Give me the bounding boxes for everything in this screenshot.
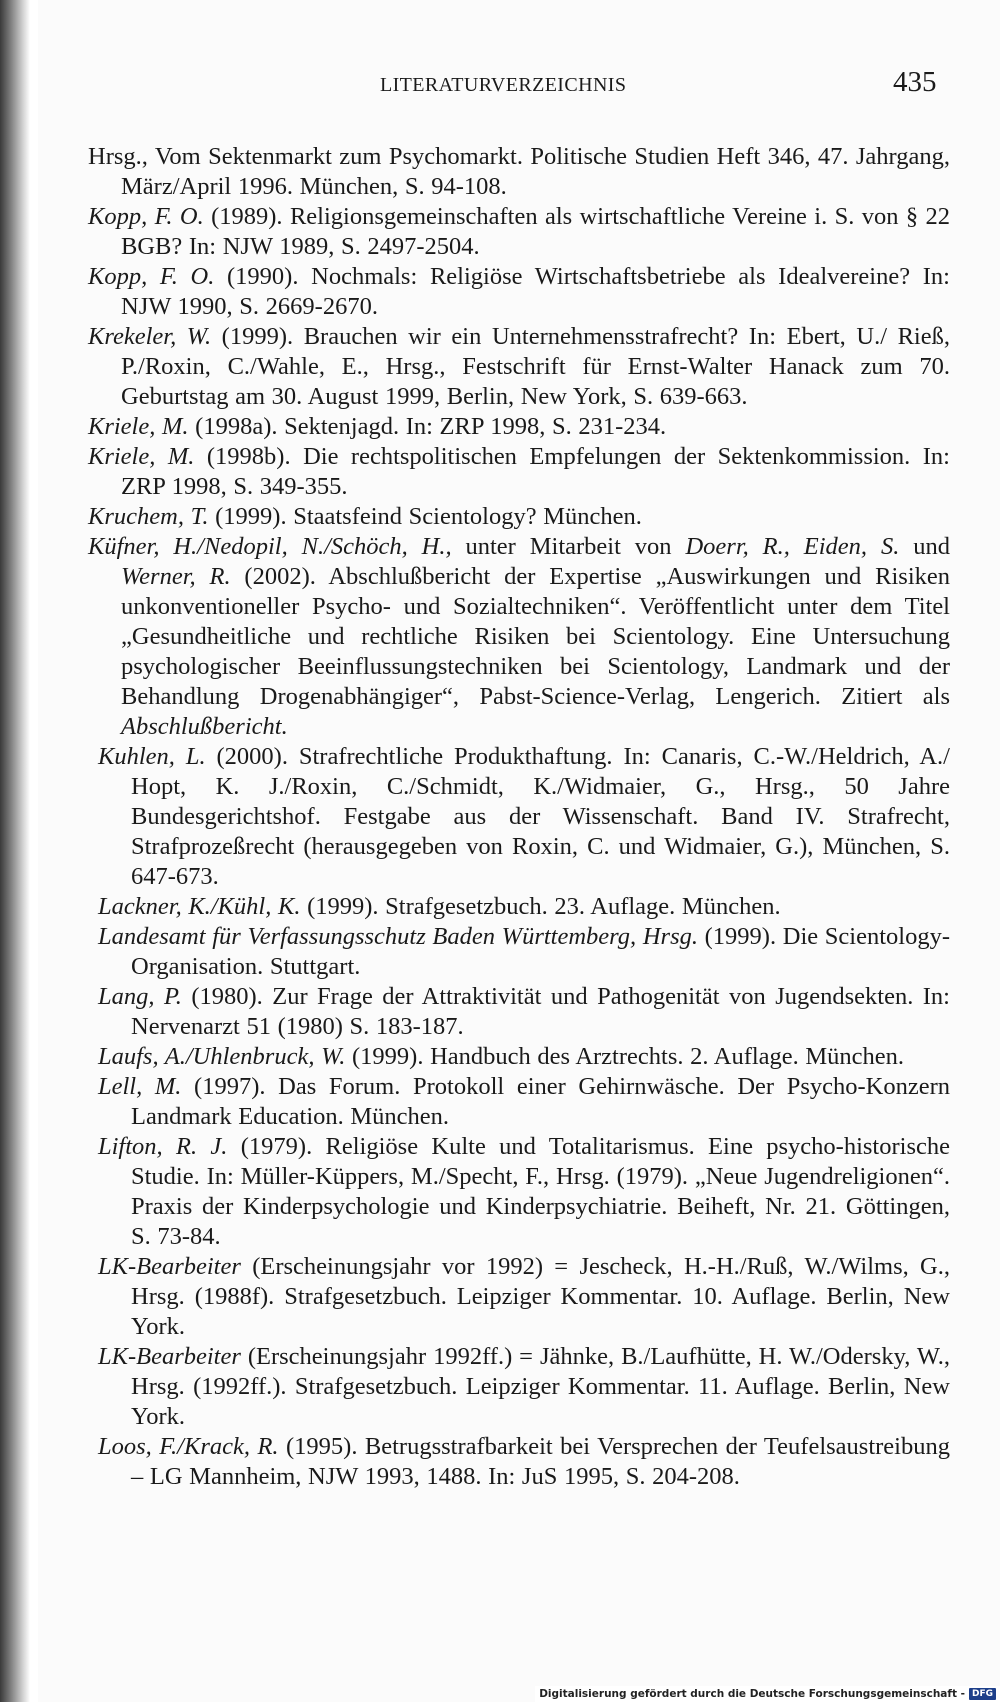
entry-text: Hrsg., Vom Sektenmarkt zum Psychomarkt. Politische Studien Heft 346, 47. Jahrgang, März/April 1996. München, S. 94-108. — [88, 143, 950, 200]
bibliography-entry — [98, 742, 950, 892]
bibliography-entry-continuation — [88, 142, 950, 202]
entry-italic-text: Lackner, K./Kühl, K. — [98, 893, 301, 920]
running-head: LITERATURVERZEICHNIS — [380, 74, 627, 96]
entry-italic-text: LK-Bearbeiter — [98, 1343, 241, 1370]
entry-text: (1998a). Sektenjagd. In: ZRP 1998, S. 231-234. — [188, 413, 667, 440]
digitization-footer — [535, 1686, 1000, 1702]
entry-italic-text: Kriele, M. — [88, 413, 189, 440]
entry-italic-text: Kopp, F. O. — [88, 263, 215, 290]
entry-italic-text: Lell, M. — [98, 1073, 182, 1100]
bibliography-entry — [98, 1432, 950, 1492]
entry-text: (Erscheinungsjahr 1992ff.) = Jähnke, B./Laufhütte, H. W./Odersky, W., Hrsg. (1992ff.). Strafgesetzbuch. Leipziger Kommentar. 11. Auflage. Berlin, New York. — [131, 1343, 950, 1430]
entry-italic-text: Abschlußbericht. — [121, 713, 288, 740]
entry-text: (1998b). Die rechtspolitischen Empfelungen der Sektenkommission. In: ZRP 1998, S. 349-355. — [121, 443, 950, 500]
entry-text: (1999). Strafgesetzbuch. 23. Auflage. München. — [300, 893, 781, 920]
entry-text: (1997). Das Forum. Protokoll einer Gehirnwäsche. Der Psycho-Konzern Landmark Education. München. — [131, 1073, 950, 1130]
entry-text: und — [899, 533, 950, 560]
footer-text: Digitalisierung gefördert durch die Deutsche Forschungsgemeinschaft - — [539, 1688, 965, 1700]
bibliography-entry — [98, 1132, 950, 1252]
entry-text: (2002). Abschlußbericht der Expertise „Auswirkungen und Risiken unkonventioneller Psycho- und Sozialtechniken“. Veröffentlicht unter dem Titel „Gesundheitliche und rechtliche Risiken bei Scientology. Eine Untersuchung psychologischer Beeinflussungstechniken bei Scientology, Landmark und der Behandlung Drogenabhängiger“, Pabst-Science-Verlag, Lengerich. Zitiert als — [121, 563, 951, 710]
entry-italic-text: Landesamt für Verfassungsschutz Baden Württemberg, Hrsg. — [98, 923, 698, 950]
entry-italic-text: Lang, P. — [98, 983, 182, 1010]
entry-text: (1979). Religiöse Kulte und Totalitarismus. Eine psycho-historische Studie. In: Müller-Küppers, M./Specht, F., Hrsg. (1979). „Neue Jugendreligionen“. Praxis der Kinderpsychologie und Kinderpsychiatrie. Beiheft, Nr. 21. Göttingen, S. 73-84. — [131, 1133, 950, 1250]
entry-italic-text: Laufs, A./Uhlenbruck, W. — [98, 1043, 346, 1070]
bibliography-list — [88, 142, 950, 1492]
entry-text: (2000). Strafrechtliche Produkthaftung. In: Canaris, C.-W./Heldrich, A./ Hopt, K. J./Roxin, C./Schmidt, K./Widmaier, G., Hrsg., 50 Jahre Bundesgerichtshof. Festgabe aus der Wissenschaft. Band IV. Strafrecht, Strafprozeßrecht (herausgegeben von Roxin, C. und Widmaier, G.), München, S. 647-673. — [131, 743, 950, 890]
bibliography-entry — [98, 892, 950, 922]
entry-italic-text: Kruchem, T. — [88, 503, 209, 530]
bibliography-entry — [98, 1042, 950, 1072]
entry-italic-text: Lifton, R. J. — [98, 1133, 228, 1160]
bibliography-entry — [88, 202, 950, 262]
entry-italic-text: Doerr, R., Eiden, S. — [685, 533, 900, 560]
entry-text: (1980). Zur Frage der Attraktivität und Pathogenität von Jugendsekten. In: Nervenarzt 51 (1980) S. 183-187. — [131, 983, 950, 1040]
entry-text: (1999). Die Scientology-Organisation. Stuttgart. — [131, 923, 950, 980]
bibliography-entry — [88, 532, 950, 742]
entry-italic-text: Küfner, H./Nedopil, N./Schöch, H., — [88, 533, 452, 560]
bibliography-entry — [88, 412, 950, 442]
bibliography-entry — [98, 1252, 950, 1342]
entry-italic-text: Loos, F./Krack, R. — [98, 1433, 279, 1460]
bibliography-entry — [98, 1342, 950, 1432]
bibliography-entry — [88, 502, 950, 532]
entry-italic-text: Kuhlen, L. — [98, 743, 206, 770]
bibliography-entry — [98, 922, 950, 982]
bibliography-entry — [88, 442, 950, 502]
entry-text: (1995). Betrugsstrafbarkeit bei Versprechen der Teufelsaustreibung – LG Mannheim, NJW 1993, 1488. In: JuS 1995, S. 204-208. — [131, 1433, 950, 1490]
book-spine-shadow — [0, 0, 30, 1702]
entry-italic-text: Kopp, F. O. — [88, 203, 204, 230]
entry-italic-text: Kriele, M. — [88, 443, 195, 470]
bibliography-entry — [88, 262, 950, 322]
entry-text: (1999). Staatsfeind Scientology? München. — [208, 503, 642, 530]
bibliography-entry — [98, 1072, 950, 1132]
entry-text: unter Mitarbeit von — [451, 533, 686, 560]
entry-italic-text: Werner, R. — [121, 563, 231, 590]
entry-text: (1990). Nochmals: Religiöse Wirtschaftsbetriebe als Idealvereine? In: NJW 1990, S. 2669-2670. — [121, 263, 950, 320]
book-page — [38, 0, 1000, 1702]
entry-text: (1999). Handbuch des Arztrechts. 2. Auflage. München. — [345, 1043, 905, 1070]
entry-text: (1999). Brauchen wir ein Unternehmensstrafrecht? In: Ebert, U./ Rieß, P./Roxin, C./Wahle, E., Hrsg., Festschrift für Ernst-Walter Hanack zum 70. Geburtstag am 30. August 1999, Berlin, New York, S. 639-663. — [121, 323, 950, 410]
bibliography-entry — [98, 982, 950, 1042]
entry-text: (Erscheinungsjahr vor 1992) = Jescheck, H.-H./Ruß, W./Wilms, G., Hrsg. (1988f). Strafgesetzbuch. Leipziger Kommentar. 10. Auflage. Berlin, New York. — [131, 1253, 950, 1340]
dfg-logo: DFG — [969, 1688, 996, 1700]
page-number: 435 — [893, 66, 937, 98]
bibliography-entry — [88, 322, 950, 412]
entry-text: (1989). Religionsgemeinschaften als wirtschaftliche Vereine i. S. von § 22 BGB? In: NJW 1989, S. 2497-2504. — [121, 203, 950, 260]
entry-italic-text: Krekeler, W. — [88, 323, 212, 350]
entry-italic-text: LK-Bearbeiter — [98, 1253, 241, 1280]
